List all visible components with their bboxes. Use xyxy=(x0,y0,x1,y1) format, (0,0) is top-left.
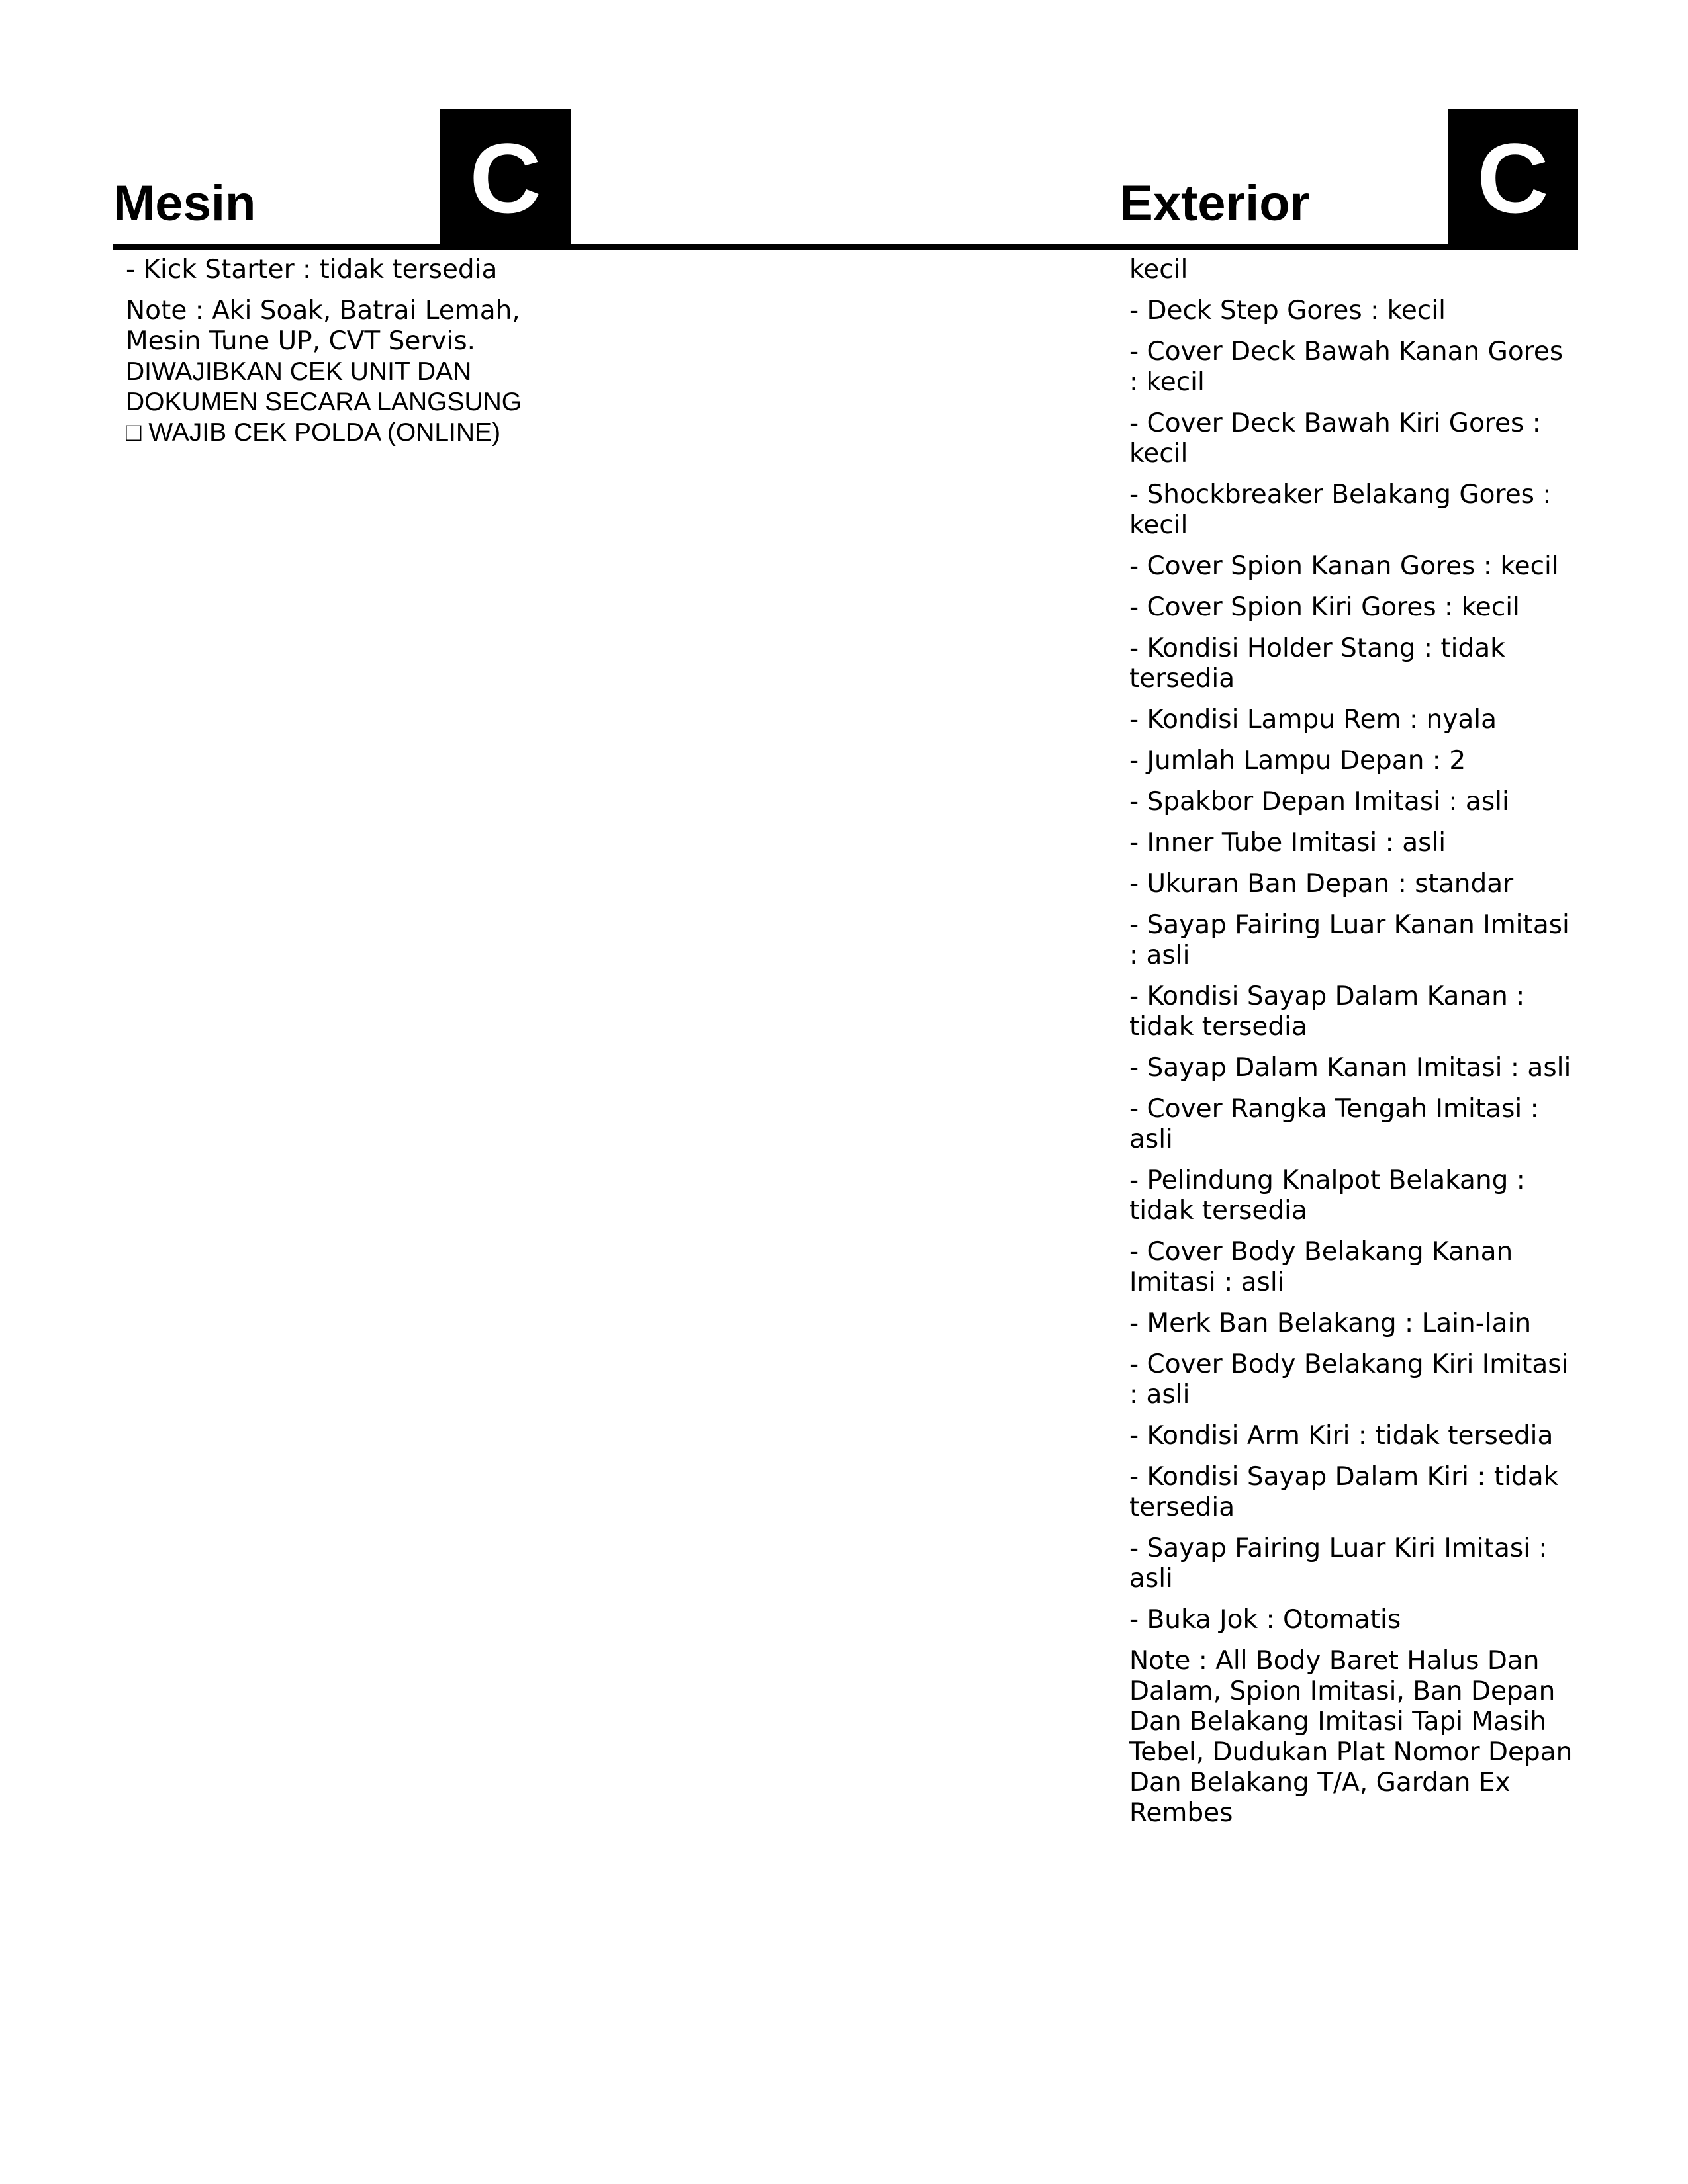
exterior-item: - Cover Body Belakang Kanan Imitasi : asli xyxy=(1129,1237,1513,1297)
mesin-note-line: DOKUMEN SECARA LANGSUNG xyxy=(126,388,522,416)
mesin-note-text: Note : Aki Soak, Batrai Lemah, Mesin Tune UP, CVT Servis. xyxy=(126,296,520,356)
mesin-note xyxy=(126,296,549,448)
exterior-item: - Shockbreaker Belakang Gores : kecil xyxy=(1129,480,1552,540)
exterior-item: - Ukuran Ban Depan : standar xyxy=(1129,869,1514,899)
exterior-item: - Cover Spion Kiri Gores : kecil xyxy=(1129,592,1520,622)
exterior-item: - Kondisi Sayap Dalam Kiri : tidak tersedia xyxy=(1129,1462,1559,1522)
exterior-item: - Pelindung Knalpot Belakang : tidak tersedia xyxy=(1129,1165,1525,1226)
exterior-item: - Sayap Fairing Luar Kanan Imitasi : asli xyxy=(1129,910,1570,970)
mesin-note-line: DIWAJIBKAN CEK UNIT DAN xyxy=(126,357,472,386)
exterior-item-list xyxy=(1129,255,1573,1839)
exterior-item: - Cover Rangka Tengah Imitasi : asli xyxy=(1129,1094,1539,1154)
exterior-note: Note : All Body Baret Halus Dan Dalam, Spion Imitasi, Ban Depan Dan Belakang Imitasi Tapi Masih Tebel, Dudukan Plat Nomor Depan Dan Belakang T/A, Gardan Ex Rembes xyxy=(1129,1646,1573,1828)
exterior-item: - Deck Step Gores : kecil xyxy=(1129,296,1446,326)
mesin-item-list xyxy=(126,255,549,459)
section-divider-rule xyxy=(113,244,1578,250)
exterior-item: - Sayap Fairing Luar Kiri Imitasi : asli xyxy=(1129,1533,1548,1594)
exterior-item: - Kondisi Lampu Rem : nyala xyxy=(1129,705,1497,735)
exterior-item: - Spakbor Depan Imitasi : asli xyxy=(1129,787,1509,817)
exterior-item: kecil xyxy=(1129,255,1188,285)
exterior-item: - Kondisi Sayap Dalam Kanan : tidak tersedia xyxy=(1129,981,1525,1042)
exterior-item: - Kondisi Holder Stang : tidak tersedia xyxy=(1129,633,1505,694)
mesin-note-line: □ WAJIB CEK POLDA (ONLINE) xyxy=(126,418,501,447)
mesin-item: - Kick Starter : tidak tersedia xyxy=(126,255,498,285)
exterior-item: - Cover Deck Bawah Kiri Gores : kecil xyxy=(1129,408,1541,469)
exterior-item: - Cover Spion Kanan Gores : kecil xyxy=(1129,551,1559,581)
exterior-item: - Sayap Dalam Kanan Imitasi : asli xyxy=(1129,1053,1571,1083)
exterior-item: - Jumlah Lampu Depan : 2 xyxy=(1129,746,1466,776)
exterior-grade-badge: C xyxy=(1448,109,1578,244)
exterior-heading: Exterior xyxy=(1119,175,1310,232)
exterior-item: - Merk Ban Belakang : Lain-lain xyxy=(1129,1308,1532,1338)
exterior-item: - Buka Jok : Otomatis xyxy=(1129,1605,1401,1635)
exterior-item: - Cover Deck Bawah Kanan Gores : kecil xyxy=(1129,337,1564,397)
mesin-note-notice xyxy=(126,357,549,448)
mesin-heading: Mesin xyxy=(113,175,256,232)
exterior-item: - Kondisi Arm Kiri : tidak tersedia xyxy=(1129,1421,1554,1451)
mesin-grade-badge: C xyxy=(440,109,571,244)
exterior-item: - Inner Tube Imitasi : asli xyxy=(1129,828,1446,858)
exterior-item: - Cover Body Belakang Kiri Imitasi : asli xyxy=(1129,1349,1569,1410)
